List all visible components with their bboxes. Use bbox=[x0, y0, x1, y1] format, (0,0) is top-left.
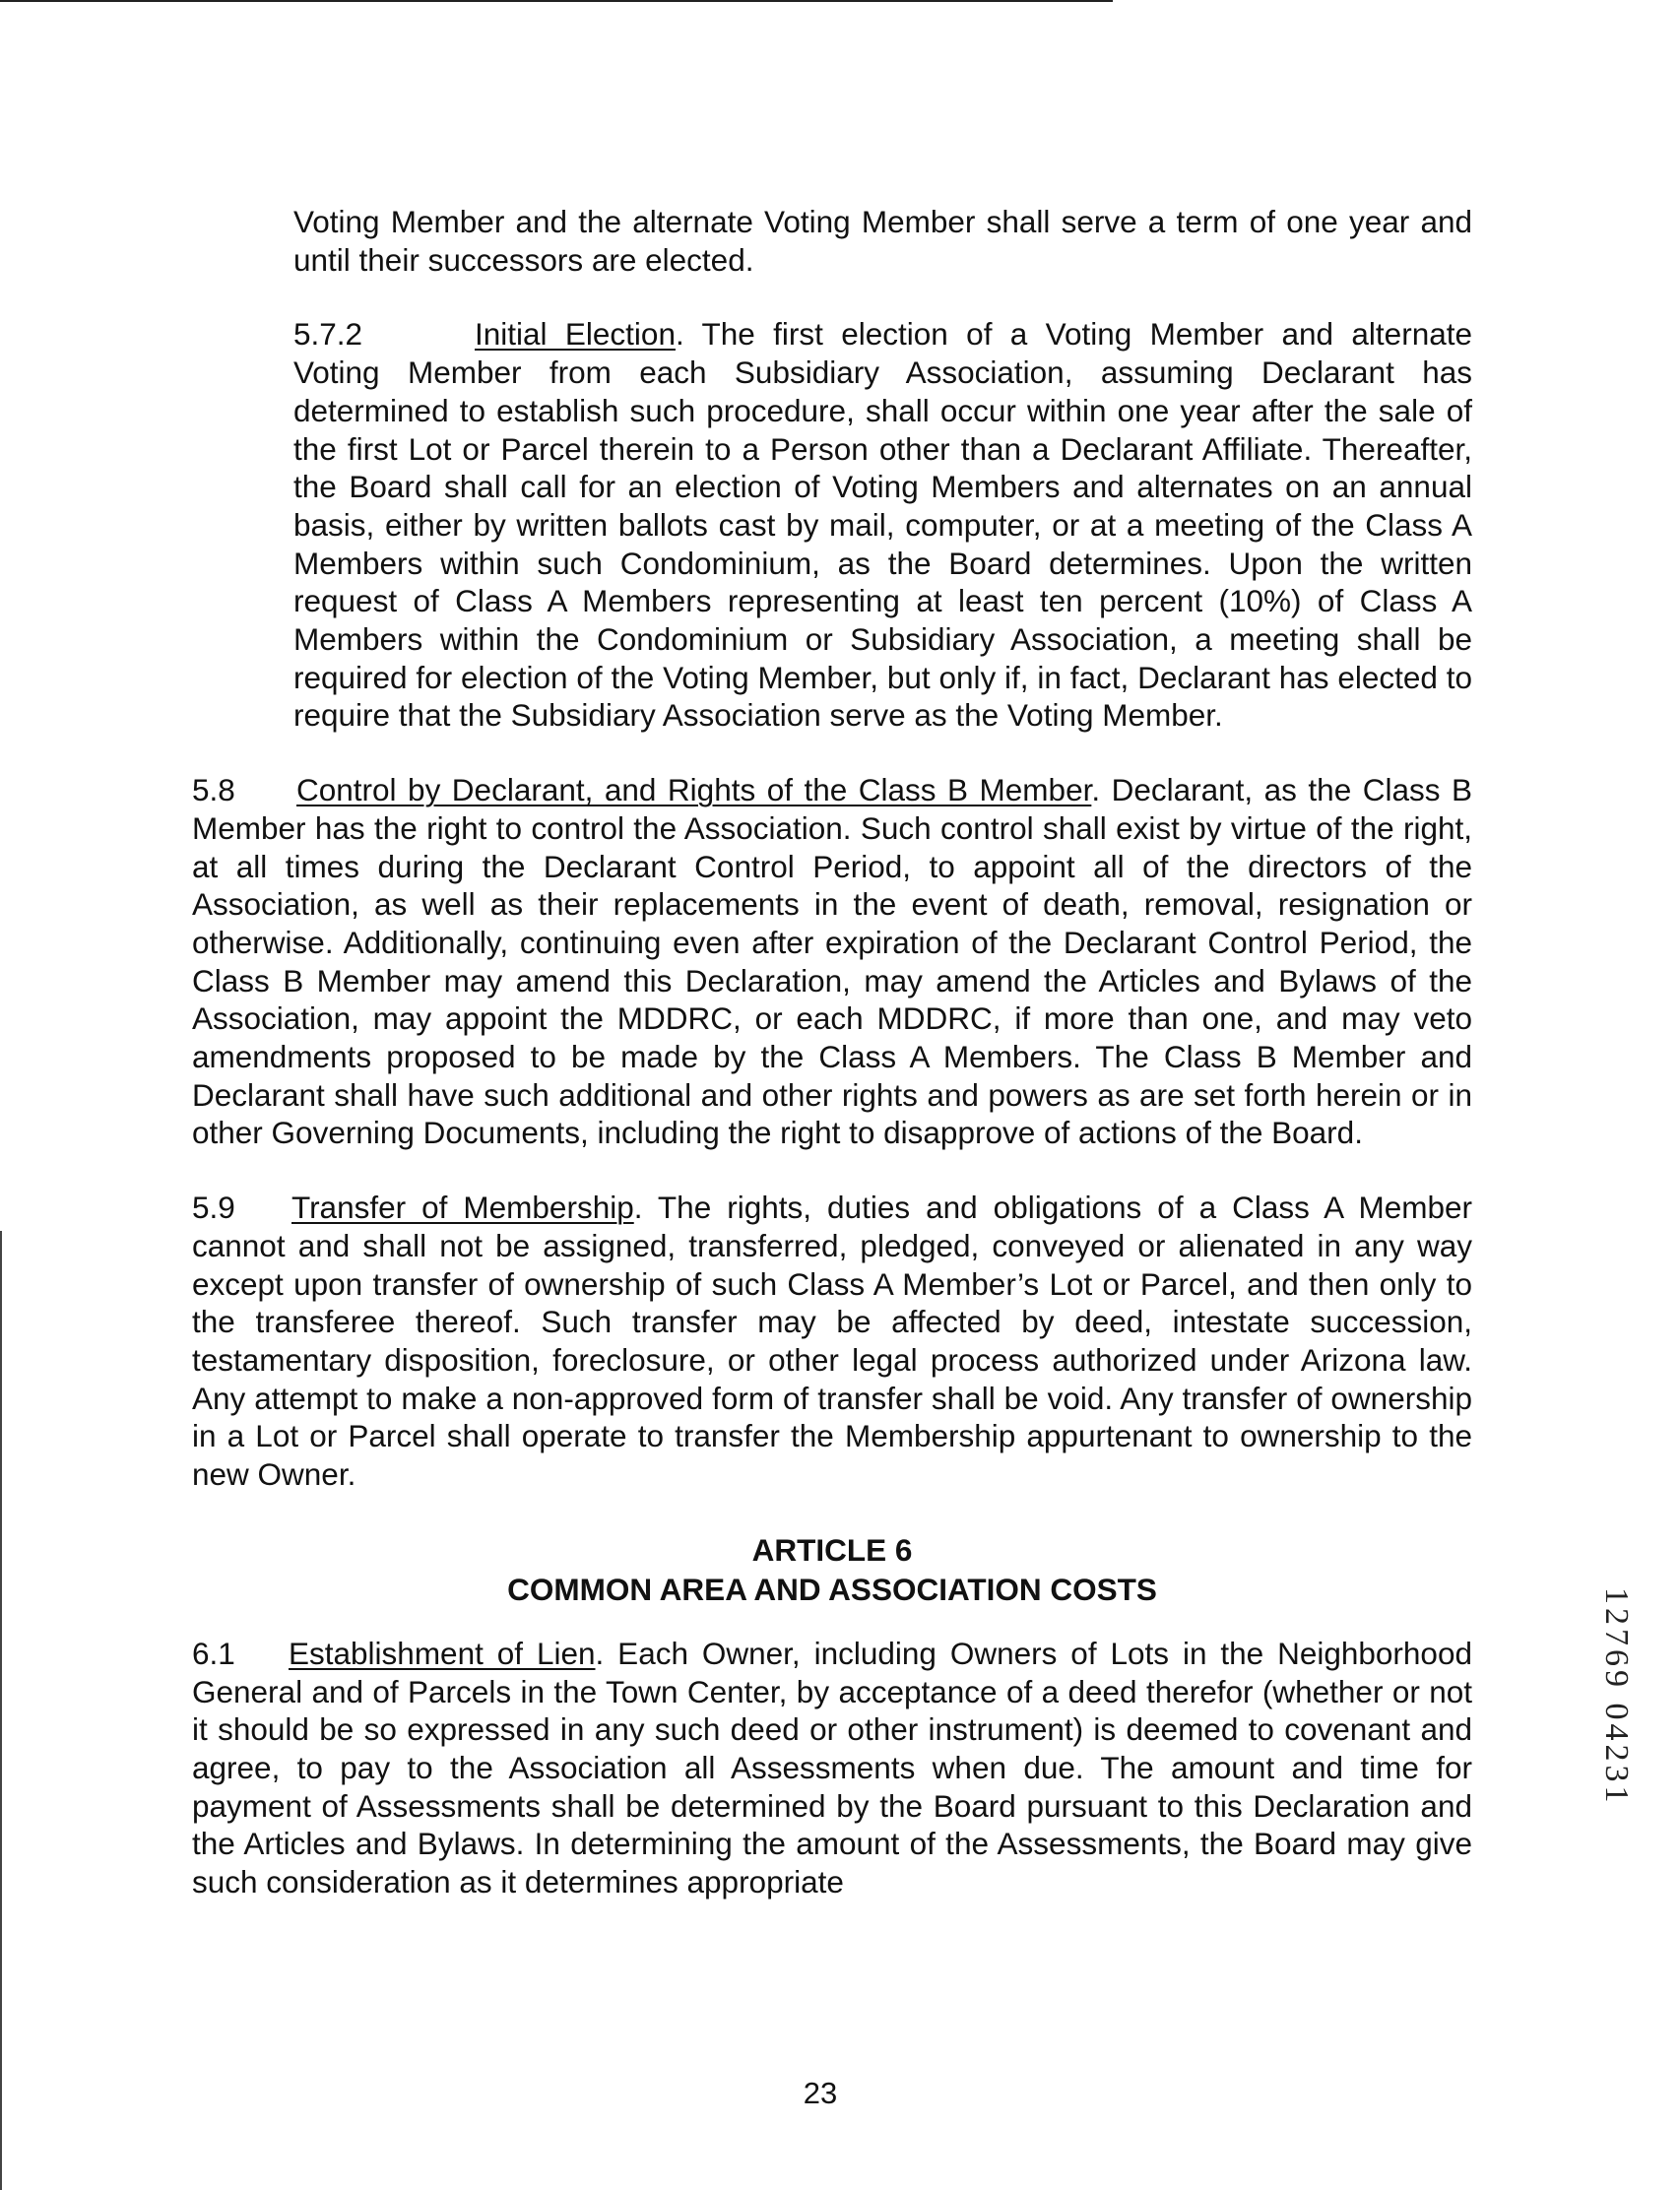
document-body bbox=[192, 203, 1472, 1938]
scan-top-edge-line bbox=[0, 0, 1113, 2]
section-number: 5.8 bbox=[192, 772, 235, 808]
section-number: 5.9 bbox=[192, 1190, 235, 1226]
section-number: 5.7.2 bbox=[293, 316, 363, 353]
section-5-9 bbox=[192, 1189, 1472, 1494]
paragraph-5-7-1-continuation: Voting Member and the alternate Voting Member shall serve a term of one year and until their successors are elected. bbox=[293, 204, 1472, 278]
article-heading bbox=[192, 1530, 1472, 1609]
section-heading: Initial Election bbox=[475, 316, 676, 353]
section-text: . Declarant, as the Class B Member has the right to control the Association. Such control shall exist by virtue of the right, at all times during the Declarant Control Period, to appoint all of the directors of the Association, as well as their replacements in the event of death, removal, resignation or otherwise. Additionally, continuing even after expiration of the Declarant Control Period, the Class B Member may amend this Declaration, may amend the Articles and Bylaws of the Association, may appoint the MDDRC, or each MDDRC, if more than one, and may veto amendments proposed to be made by the Class A Members. The Class B Member and Declarant shall have such additional and other rights and powers as are set forth herein or in other Governing Documents, including the right to disapprove of actions of the Board. bbox=[192, 772, 1472, 1151]
section-text: . The rights, duties and obligations of a Class A Member cannot and shall not be assigned, transferred, pledged, conveyed or alienated in any way except upon transfer of ownership of such Class A Member’s Lot or Parcel, and then only to the transferee thereof. Such transfer may be affected by deed, intestate succession, testamentary disposition, foreclosure, or other legal process authorized under Arizona law. Any attempt to make a non-approved form of transfer shall be void. Any transfer of ownership in a Lot or Parcel shall operate to transfer the Membership appurtenant to ownership to the new Owner. bbox=[192, 1190, 1472, 1493]
section-6-1 bbox=[192, 1635, 1472, 1901]
recording-number: 12769 04231 bbox=[1598, 1587, 1635, 1807]
section-5-8 bbox=[192, 771, 1472, 1152]
page-number: 23 bbox=[803, 2076, 838, 2110]
section-heading: Establishment of Lien bbox=[289, 1635, 596, 1671]
article-title: ARTICLE 6 bbox=[751, 1531, 913, 1568]
section-heading: Control by Declarant, and Rights of the Class B Member bbox=[296, 772, 1092, 808]
section-text: . The first election of a Voting Member and alternate Voting Member from each Subsidiary Association, assuming Declarant has determined to establish such procedure, shall occur within one year after the sale of the first Lot or Parcel therein to a Person other than a Declarant Affiliate. Thereafter, the Board shall call for an election of Voting Members and alternates on an annual basis, either by written ballots cast by mail, computer, or at a meeting of the Class A Members within such Condominium, as the Board determines. Upon the written request of Class A Members representing at least ten percent (10%) of Class A Members within the Condominium or Subsidiary Association, a meeting shall be required for election of the Voting Member, but only if, in fact, Declarant has elected to require that the Subsidiary Association serve as the Voting Member. bbox=[293, 316, 1473, 734]
article-subtitle: COMMON AREA AND ASSOCIATION COSTS bbox=[507, 1571, 1157, 1607]
section-heading: Transfer of Membership bbox=[291, 1190, 634, 1226]
section-text: . Each Owner, including Owners of Lots in the Neighborhood General and of Parcels in the Town Center, by acceptance of a deed therefor (whether or not it should be so expressed in any such deed or other instrument) is deemed to covenant and agree, to pay to the Association all Assessments when due. The amount and time for payment of Assessments shall be determined by the Board pursuant to this Declaration and the Articles and Bylaws. In determining the amount of the Assessments, the Board may give such consideration as it determines appropriate bbox=[192, 1635, 1472, 1900]
scan-left-edge-line bbox=[0, 1231, 2, 2190]
section-number: 6.1 bbox=[192, 1635, 235, 1671]
section-5-7-2 bbox=[293, 315, 1472, 735]
